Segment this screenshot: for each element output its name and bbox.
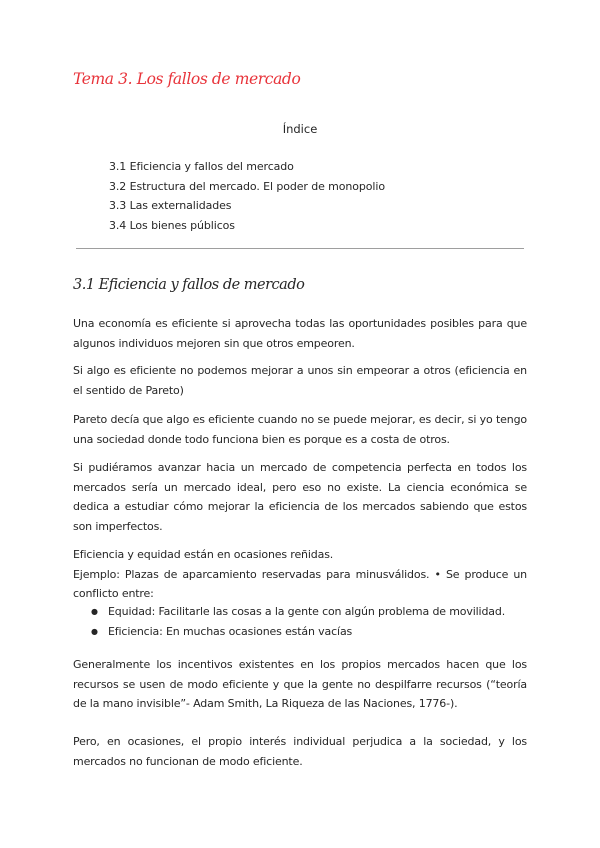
- bullet-icon: ●: [91, 607, 98, 616]
- paragraph-line: Eficiencia y equidad están en ocasiones reñidas.: [73, 548, 334, 561]
- paragraph: Si pudiéramos avanzar hacia un mercado de competencia perfecta en todos los mercados sería un mercado ideal, pero eso no existe. La ciencia económica se dedica a estudiar cómo mejorar la eficiencia de los mercados sabiendo que estos son imperfectos.: [73, 461, 527, 533]
- paragraph: Generalmente los incentivos existentes en los propios mercados hacen que los recursos se usen de modo eficiente y que la gente no despilfarre recursos (“teoría de la mano invisible”- Adam Smith, La Riqueza de las Naciones, 1776-).: [73, 658, 527, 710]
- paragraph: Pero, en ocasiones, el propio interés individual perjudica a la sociedad, y los mercados no funcionan de modo eficiente.: [73, 735, 527, 768]
- table-of-contents: [109, 157, 385, 235]
- bullet-item: [91, 622, 505, 642]
- bullet-text: Eficiencia: En muchas ocasiones están vacías: [108, 624, 353, 638]
- paragraph: Una economía es eficiente si aprovecha todas las oportunidades posibles para que algunos individuos mejoren sin que otros empeoren.: [73, 317, 527, 350]
- toc-item: 3.1 Eficiencia y fallos del mercado: [109, 160, 294, 173]
- paragraph: [73, 545, 527, 604]
- paragraph-line: Ejemplo: Plazas de aparcamiento reservadas para minusválidos. • Se produce un conflicto entre:: [73, 567, 527, 600]
- bullet-list: [91, 602, 505, 641]
- document-title: Tema 3. Los fallos de mercado: [73, 70, 301, 88]
- bullet-item: [91, 602, 505, 622]
- toc-item: 3.2 Estructura del mercado. El poder de monopolio: [109, 179, 385, 193]
- toc-item: 3.4 Los bienes públicos: [109, 218, 235, 232]
- toc-item: 3.3 Las externalidades: [109, 199, 232, 212]
- index-heading: Índice: [282, 122, 318, 136]
- bullet-icon: ●: [91, 626, 98, 636]
- bullet-text: Equidad: Facilitarle las cosas a la gente con algún problema de movilidad.: [108, 605, 506, 618]
- horizontal-divider: [76, 248, 524, 249]
- section-heading: 3.1 Eficiencia y fallos de mercado: [73, 277, 305, 293]
- paragraph: Si algo es eficiente no podemos mejorar a unos sin empeorar a otros (eficiencia en el sentido de Pareto): [73, 364, 527, 397]
- paragraph: Pareto decía que algo es eficiente cuando no se puede mejorar, es decir, si yo tengo una sociedad donde todo funciona bien es porque es a costa de otros.: [73, 413, 527, 446]
